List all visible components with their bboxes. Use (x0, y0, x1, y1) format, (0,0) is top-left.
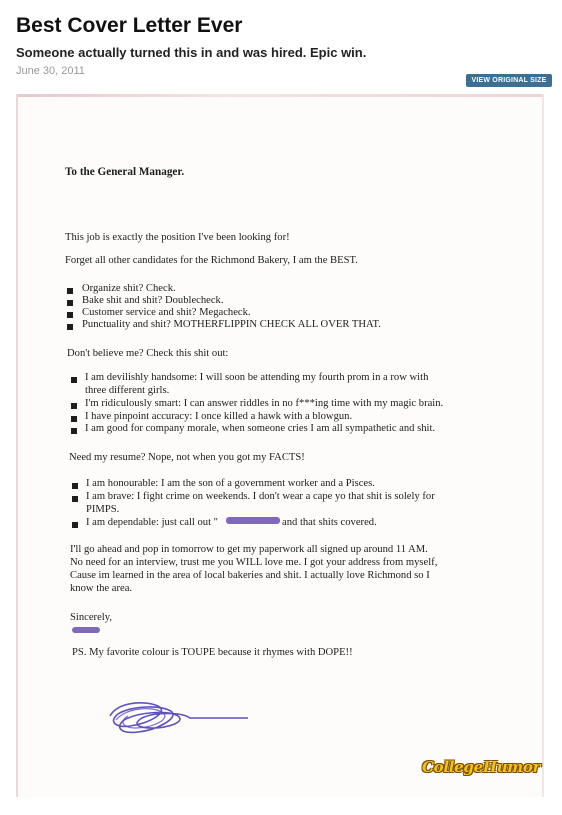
bullet-icon (67, 288, 73, 294)
collegehumor-logo: CollegeHumor (422, 758, 541, 776)
letter-believe: Don't believe me? Check this shit out: (67, 348, 229, 359)
bullet-icon (71, 416, 77, 422)
bullet-icon (71, 428, 77, 434)
closing-line: Cause im learned in the area of local bakeries and shit. I actually love Richmond so I (70, 570, 430, 581)
paper-edge (16, 94, 544, 97)
list-item: Organize shit? Check. (82, 283, 176, 294)
view-original-size-button[interactable]: VIEW ORIGINAL SIZE (466, 74, 552, 87)
list-item: Bake shit and shit? Doublecheck. (82, 295, 224, 306)
page-subtitle: Someone actually turned this in and was hired. Epic win. (16, 45, 367, 60)
bullet-icon (71, 377, 77, 383)
list-item: Punctuality and shit? MOTHERFLIPPIN CHECK ALL OVER THAT. (82, 319, 381, 330)
letter-resume: Need my resume? Nope, not when you got my FACTS! (69, 452, 305, 463)
bullet-icon (71, 403, 77, 409)
closing-line: know the area. (70, 583, 133, 594)
page-title: Best Cover Letter Ever (16, 14, 243, 37)
letter-salutation: To the General Manager. (65, 166, 185, 178)
letter-ps: PS. My favorite colour is TOUPE because it rhymes with DOPE!! (72, 647, 353, 658)
list-item: I am brave: I fight crime on weekends. I don't wear a cape yo that shit is solely for (86, 491, 435, 502)
paper-edge (16, 94, 18, 797)
list-item-continued: three different girls. (85, 385, 170, 396)
list-item: I am devilishly handsome: I will soon be attending my fourth prom in a row with (85, 372, 429, 383)
bullet-icon (67, 312, 73, 318)
letter-intro: Forget all other candidates for the Richmond Bakery, I am the BEST. (65, 255, 358, 266)
letter-opening: This job is exactly the position I've been looking for! (65, 232, 290, 243)
cover-letter-image (16, 94, 544, 797)
signature-scribble (98, 694, 258, 738)
redacted-name (226, 517, 280, 524)
bullet-icon (67, 324, 73, 330)
list-item: I have pinpoint accuracy: I once killed a hawk with a blowgun. (85, 411, 353, 422)
redacted-signoff-name (72, 627, 100, 633)
bullet-icon (72, 483, 78, 489)
list-item: I am good for company morale, when someone cries I am all sympathetic and shit. (85, 423, 436, 434)
list-item: I'm ridiculously smart: I can answer riddles in no f***ing time with my magic brain. (85, 398, 444, 409)
list-item-continued: PIMPS. (86, 504, 120, 515)
paper-edge (542, 94, 544, 797)
closing-line: I'll go ahead and pop in tomorrow to get my paperwork all signed up around 11 AM. (70, 544, 428, 555)
closing-line: No need for an interview, trust me you WILL love me. I got your address from myself, (70, 557, 438, 568)
list-item: Customer service and shit? Megacheck. (82, 307, 251, 318)
letter-signoff: Sincerely, (70, 612, 112, 623)
list-item: I am dependable: just call out " (86, 517, 218, 528)
list-item-continued: and that shits covered. (282, 517, 377, 528)
bullet-icon (72, 496, 78, 502)
list-item: I am honourable: I am the son of a government worker and a Pisces. (86, 478, 375, 489)
bullet-icon (67, 300, 73, 306)
post-date: June 30, 2011 (16, 65, 85, 77)
bullet-icon (72, 522, 78, 528)
